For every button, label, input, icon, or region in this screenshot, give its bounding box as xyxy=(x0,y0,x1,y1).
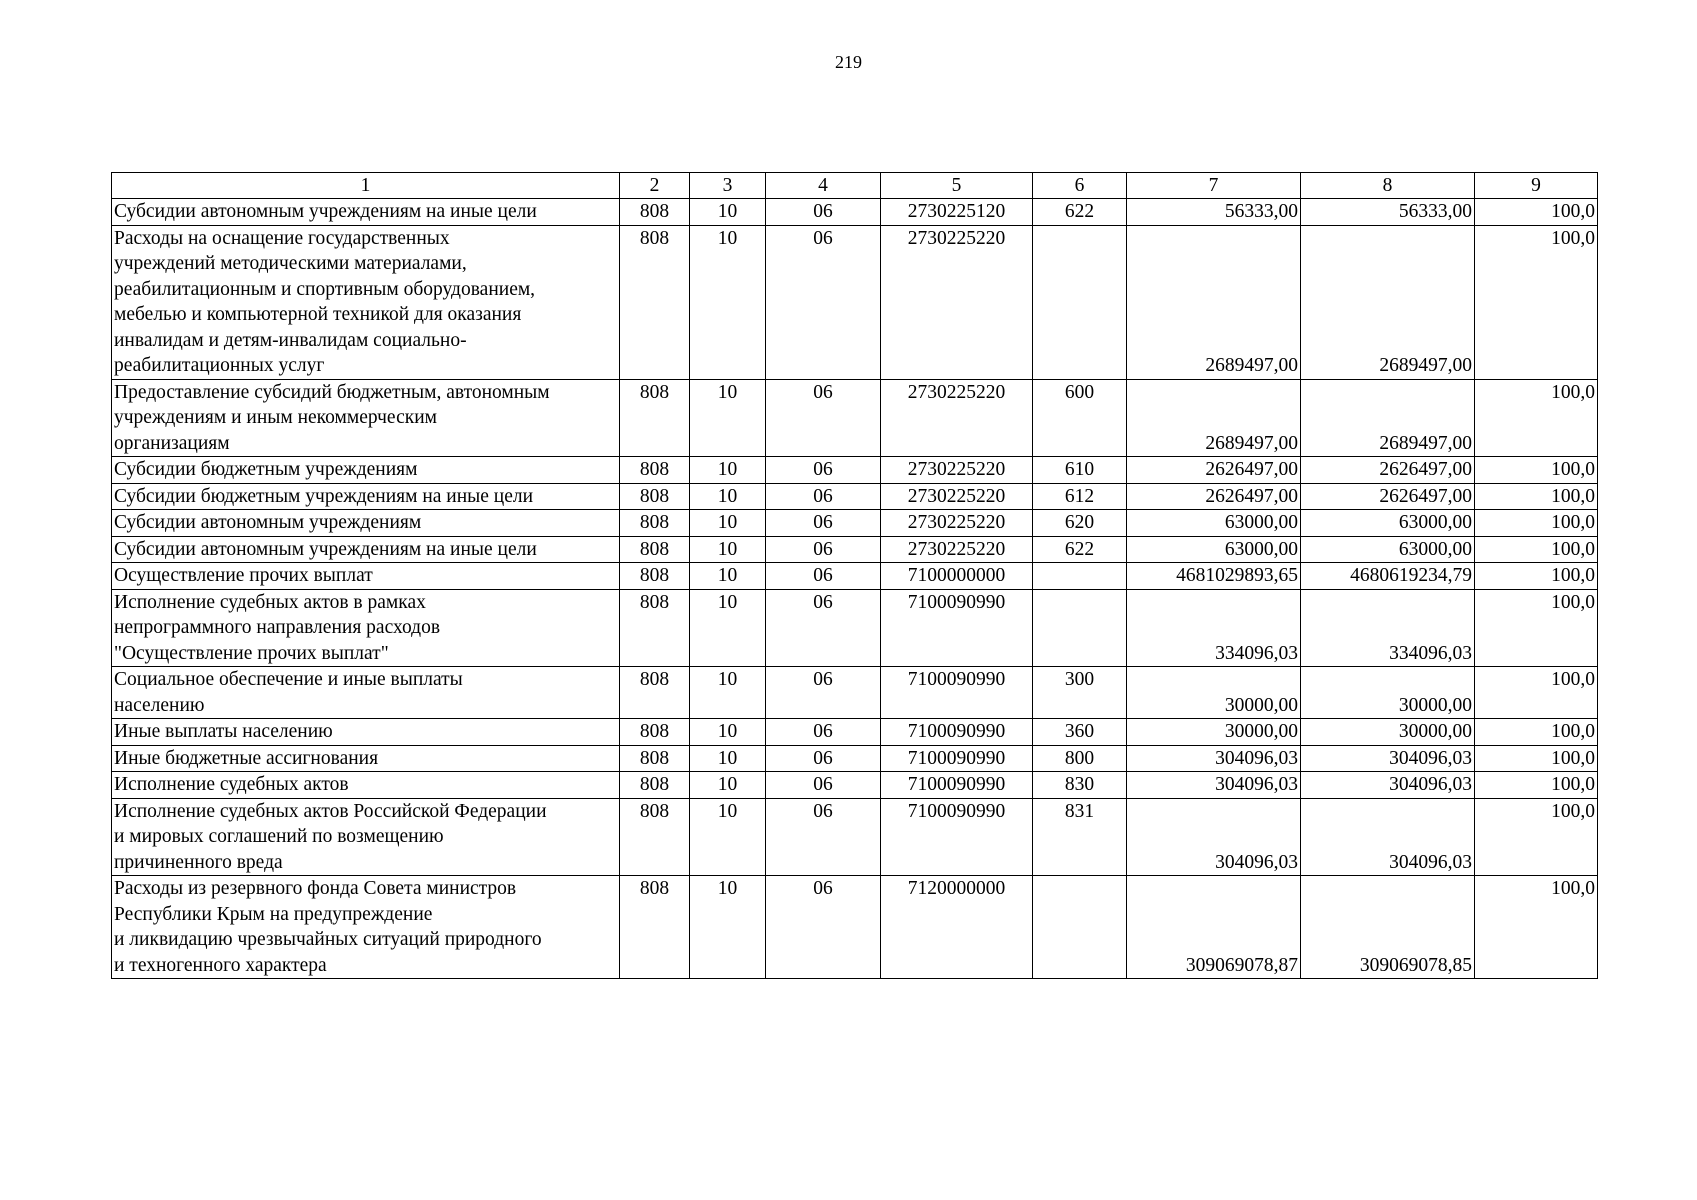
row-name-cell: Исполнение судебных актов Российской Федерации и мировых соглашений по возмещению причиненного вреда xyxy=(112,798,620,876)
target-article-cell: 7100090990 xyxy=(881,772,1033,799)
budget-table xyxy=(111,172,1598,979)
executed-amount-cell: 309069078,85 xyxy=(1301,876,1475,979)
target-article-cell: 7100090990 xyxy=(881,719,1033,746)
executed-amount-cell: 304096,03 xyxy=(1301,745,1475,772)
section-code-cell: 10 xyxy=(690,199,766,226)
execution-percent-cell: 100,0 xyxy=(1475,536,1598,563)
executed-amount-cell: 2689497,00 xyxy=(1301,225,1475,379)
expense-type-cell: 830 xyxy=(1033,772,1127,799)
expense-type-cell: 612 xyxy=(1033,483,1127,510)
subsection-code-cell: 06 xyxy=(766,536,881,563)
executed-amount-cell: 2626497,00 xyxy=(1301,483,1475,510)
section-code-cell: 10 xyxy=(690,876,766,979)
ministry-code-cell: 808 xyxy=(620,225,690,379)
planned-amount-cell: 56333,00 xyxy=(1127,199,1301,226)
column-header: 1 xyxy=(112,173,620,199)
target-article-cell: 7100090990 xyxy=(881,589,1033,667)
column-header: 5 xyxy=(881,173,1033,199)
section-code-cell: 10 xyxy=(690,798,766,876)
planned-amount-cell: 334096,03 xyxy=(1127,589,1301,667)
target-article-cell: 7100090990 xyxy=(881,798,1033,876)
section-code-cell: 10 xyxy=(690,667,766,719)
column-header: 7 xyxy=(1127,173,1301,199)
row-name-cell: Предоставление субсидий бюджетным, автономным учреждениям и иным некоммерческим организациям xyxy=(112,379,620,457)
execution-percent-cell: 100,0 xyxy=(1475,772,1598,799)
planned-amount-cell: 63000,00 xyxy=(1127,536,1301,563)
table-row xyxy=(112,457,1598,484)
subsection-code-cell: 06 xyxy=(766,667,881,719)
expense-type-cell xyxy=(1033,225,1127,379)
row-name-cell: Исполнение судебных актов xyxy=(112,772,620,799)
target-article-cell: 2730225120 xyxy=(881,199,1033,226)
section-code-cell: 10 xyxy=(690,589,766,667)
column-header: 9 xyxy=(1475,173,1598,199)
subsection-code-cell: 06 xyxy=(766,510,881,537)
column-header: 4 xyxy=(766,173,881,199)
row-name-cell: Субсидии автономным учреждениям на иные цели xyxy=(112,199,620,226)
row-name-cell: Иные бюджетные ассигнования xyxy=(112,745,620,772)
expense-type-cell: 300 xyxy=(1033,667,1127,719)
target-article-cell: 7100090990 xyxy=(881,745,1033,772)
subsection-code-cell: 06 xyxy=(766,563,881,590)
executed-amount-cell: 30000,00 xyxy=(1301,667,1475,719)
table-row xyxy=(112,379,1598,457)
ministry-code-cell: 808 xyxy=(620,876,690,979)
planned-amount-cell: 30000,00 xyxy=(1127,719,1301,746)
ministry-code-cell: 808 xyxy=(620,745,690,772)
table-row xyxy=(112,199,1598,226)
subsection-code-cell: 06 xyxy=(766,379,881,457)
row-name-cell: Субсидии автономным учреждениям xyxy=(112,510,620,537)
execution-percent-cell: 100,0 xyxy=(1475,457,1598,484)
execution-percent-cell: 100,0 xyxy=(1475,745,1598,772)
expense-type-cell xyxy=(1033,876,1127,979)
table-row xyxy=(112,483,1598,510)
ministry-code-cell: 808 xyxy=(620,483,690,510)
target-article-cell: 2730225220 xyxy=(881,225,1033,379)
executed-amount-cell: 63000,00 xyxy=(1301,536,1475,563)
expense-type-cell: 620 xyxy=(1033,510,1127,537)
expense-type-cell: 831 xyxy=(1033,798,1127,876)
ministry-code-cell: 808 xyxy=(620,772,690,799)
planned-amount-cell: 2626497,00 xyxy=(1127,483,1301,510)
target-article-cell: 2730225220 xyxy=(881,510,1033,537)
column-header: 2 xyxy=(620,173,690,199)
subsection-code-cell: 06 xyxy=(766,199,881,226)
ministry-code-cell: 808 xyxy=(620,510,690,537)
planned-amount-cell: 30000,00 xyxy=(1127,667,1301,719)
section-code-cell: 10 xyxy=(690,225,766,379)
expense-type-cell: 800 xyxy=(1033,745,1127,772)
target-article-cell: 7120000000 xyxy=(881,876,1033,979)
row-name-cell: Социальное обеспечение и иные выплаты населению xyxy=(112,667,620,719)
section-code-cell: 10 xyxy=(690,483,766,510)
target-article-cell: 2730225220 xyxy=(881,536,1033,563)
table-row xyxy=(112,745,1598,772)
execution-percent-cell: 100,0 xyxy=(1475,510,1598,537)
column-header: 3 xyxy=(690,173,766,199)
expense-type-cell: 622 xyxy=(1033,199,1127,226)
row-name-cell: Расходы на оснащение государственных учреждений методическими материалами, реабилитационным и спортивным оборудованием, мебелью и компьютерной техникой для оказания инвалидам и детям-инвалидам социально- реабилитационных услуг xyxy=(112,225,620,379)
ministry-code-cell: 808 xyxy=(620,379,690,457)
executed-amount-cell: 2689497,00 xyxy=(1301,379,1475,457)
subsection-code-cell: 06 xyxy=(766,719,881,746)
subsection-code-cell: 06 xyxy=(766,772,881,799)
expense-type-cell: 360 xyxy=(1033,719,1127,746)
execution-percent-cell: 100,0 xyxy=(1475,798,1598,876)
column-header: 6 xyxy=(1033,173,1127,199)
table-row xyxy=(112,563,1598,590)
ministry-code-cell: 808 xyxy=(620,457,690,484)
table-row xyxy=(112,589,1598,667)
planned-amount-cell: 309069078,87 xyxy=(1127,876,1301,979)
section-code-cell: 10 xyxy=(690,510,766,537)
execution-percent-cell: 100,0 xyxy=(1475,667,1598,719)
section-code-cell: 10 xyxy=(690,457,766,484)
executed-amount-cell: 30000,00 xyxy=(1301,719,1475,746)
subsection-code-cell: 06 xyxy=(766,876,881,979)
executed-amount-cell: 304096,03 xyxy=(1301,798,1475,876)
section-code-cell: 10 xyxy=(690,379,766,457)
table-row xyxy=(112,225,1598,379)
expense-type-cell: 600 xyxy=(1033,379,1127,457)
table-row xyxy=(112,667,1598,719)
section-code-cell: 10 xyxy=(690,719,766,746)
executed-amount-cell: 334096,03 xyxy=(1301,589,1475,667)
ministry-code-cell: 808 xyxy=(620,589,690,667)
executed-amount-cell: 304096,03 xyxy=(1301,772,1475,799)
planned-amount-cell: 2689497,00 xyxy=(1127,379,1301,457)
execution-percent-cell: 100,0 xyxy=(1475,719,1598,746)
expense-type-cell xyxy=(1033,589,1127,667)
execution-percent-cell: 100,0 xyxy=(1475,876,1598,979)
planned-amount-cell: 304096,03 xyxy=(1127,745,1301,772)
execution-percent-cell: 100,0 xyxy=(1475,225,1598,379)
execution-percent-cell: 100,0 xyxy=(1475,379,1598,457)
ministry-code-cell: 808 xyxy=(620,199,690,226)
ministry-code-cell: 808 xyxy=(620,667,690,719)
execution-percent-cell: 100,0 xyxy=(1475,483,1598,510)
planned-amount-cell: 2626497,00 xyxy=(1127,457,1301,484)
planned-amount-cell: 4681029893,65 xyxy=(1127,563,1301,590)
subsection-code-cell: 06 xyxy=(766,225,881,379)
page-number: 219 xyxy=(835,52,862,72)
subsection-code-cell: 06 xyxy=(766,589,881,667)
table-row xyxy=(112,536,1598,563)
planned-amount-cell: 2689497,00 xyxy=(1127,225,1301,379)
row-name-cell: Иные выплаты населению xyxy=(112,719,620,746)
row-name-cell: Исполнение судебных актов в рамках непрограммного направления расходов "Осуществление прочих выплат" xyxy=(112,589,620,667)
execution-percent-cell: 100,0 xyxy=(1475,563,1598,590)
subsection-code-cell: 06 xyxy=(766,798,881,876)
section-code-cell: 10 xyxy=(690,745,766,772)
executed-amount-cell: 4680619234,79 xyxy=(1301,563,1475,590)
ministry-code-cell: 808 xyxy=(620,798,690,876)
target-article-cell: 2730225220 xyxy=(881,457,1033,484)
ministry-code-cell: 808 xyxy=(620,536,690,563)
target-article-cell: 2730225220 xyxy=(881,379,1033,457)
column-header: 8 xyxy=(1301,173,1475,199)
expense-type-cell xyxy=(1033,563,1127,590)
executed-amount-cell: 63000,00 xyxy=(1301,510,1475,537)
target-article-cell: 7100090990 xyxy=(881,667,1033,719)
ministry-code-cell: 808 xyxy=(620,563,690,590)
planned-amount-cell: 304096,03 xyxy=(1127,772,1301,799)
section-code-cell: 10 xyxy=(690,536,766,563)
row-name-cell: Субсидии бюджетным учреждениям на иные цели xyxy=(112,483,620,510)
table-row xyxy=(112,772,1598,799)
row-name-cell: Субсидии автономным учреждениям на иные цели xyxy=(112,536,620,563)
executed-amount-cell: 56333,00 xyxy=(1301,199,1475,226)
row-name-cell: Осуществление прочих выплат xyxy=(112,563,620,590)
subsection-code-cell: 06 xyxy=(766,457,881,484)
expense-type-cell: 610 xyxy=(1033,457,1127,484)
executed-amount-cell: 2626497,00 xyxy=(1301,457,1475,484)
section-code-cell: 10 xyxy=(690,772,766,799)
row-name-cell: Субсидии бюджетным учреждениям xyxy=(112,457,620,484)
execution-percent-cell: 100,0 xyxy=(1475,589,1598,667)
subsection-code-cell: 06 xyxy=(766,483,881,510)
table-row xyxy=(112,798,1598,876)
table-row xyxy=(112,510,1598,537)
table-row xyxy=(112,719,1598,746)
planned-amount-cell: 304096,03 xyxy=(1127,798,1301,876)
table-row xyxy=(112,876,1598,979)
planned-amount-cell: 63000,00 xyxy=(1127,510,1301,537)
expense-type-cell: 622 xyxy=(1033,536,1127,563)
row-name-cell: Расходы из резервного фонда Совета министров Республики Крым на предупреждение и ликвидацию чрезвычайных ситуаций природного и техногенного характера xyxy=(112,876,620,979)
ministry-code-cell: 808 xyxy=(620,719,690,746)
subsection-code-cell: 06 xyxy=(766,745,881,772)
execution-percent-cell: 100,0 xyxy=(1475,199,1598,226)
target-article-cell: 2730225220 xyxy=(881,483,1033,510)
target-article-cell: 7100000000 xyxy=(881,563,1033,590)
section-code-cell: 10 xyxy=(690,563,766,590)
table-header-row xyxy=(112,173,1598,199)
